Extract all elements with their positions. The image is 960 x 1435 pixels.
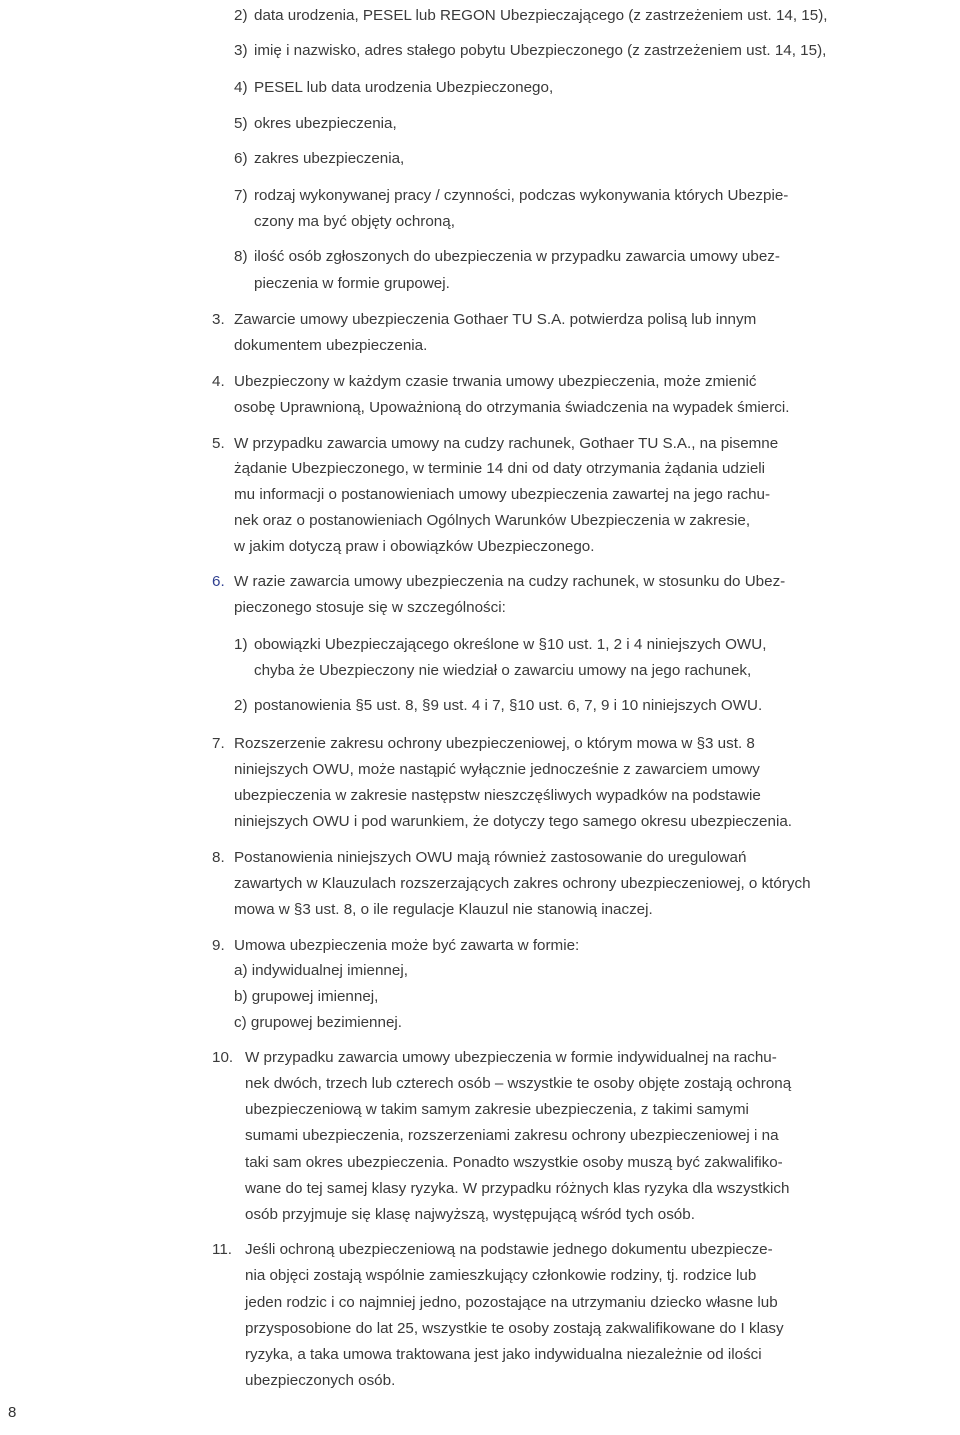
- item-text: wane do tej samej klasy ryzyka. W przypadku różnych klas ryzyka dla wszystkich: [245, 1180, 790, 1197]
- page-number: 8: [8, 1404, 17, 1421]
- list-number: 3): [234, 42, 248, 59]
- item-number: 8.: [212, 849, 225, 866]
- item-text: w jakim dotyczą praw i obowiązków Ubezpieczonego.: [234, 538, 595, 555]
- list-item-text: pieczenia w formie grupowej.: [254, 275, 450, 292]
- list-item-text: data urodzenia, PESEL lub REGON Ubezpieczającego (z zastrzeżeniem ust. 14, 15),: [254, 7, 828, 24]
- item-text: sumami ubezpieczenia, rozszerzeniami zakresu ochrony ubezpieczeniowej i na: [245, 1127, 779, 1144]
- item-text: taki sam okres ubezpieczenia. Ponadto wszystkie osoby muszą być zakwalifiko-: [245, 1154, 783, 1171]
- item-text: a) indywidualnej imiennej,: [234, 962, 408, 979]
- item-number: 6.: [212, 573, 225, 590]
- list-item-text: rodzaj wykonywanej pracy / czynności, podczas wykonywania których Ubezpie-: [254, 187, 789, 204]
- item-text: Rozszerzenie zakresu ochrony ubezpieczeniowej, o którym mowa w §3 ust. 8: [234, 735, 755, 752]
- list-item-text: obowiązki Ubezpieczającego określone w §10 ust. 1, 2 i 4 niniejszych OWU,: [254, 636, 767, 653]
- item-text: c) grupowej bezimiennej.: [234, 1014, 402, 1031]
- item-number: 9.: [212, 937, 225, 954]
- list-item-text: postanowienia §5 ust. 8, §9 ust. 4 i 7, §10 ust. 6, 7, 9 i 10 niniejszych OWU.: [254, 697, 763, 714]
- list-number: 2): [234, 697, 248, 714]
- item-text: przysposobione do lat 25, wszystkie te osoby zostają zakwalifikowane do I klasy: [245, 1320, 784, 1337]
- item-text: dokumentem ubezpieczenia.: [234, 337, 428, 354]
- list-number: 6): [234, 150, 248, 167]
- item-text: W przypadku zawarcia umowy ubezpieczenia w formie indywidualnej na rachu-: [245, 1049, 777, 1066]
- list-number: 8): [234, 248, 248, 265]
- list-number: 2): [234, 7, 248, 24]
- list-item-text: zakres ubezpieczenia,: [254, 150, 405, 167]
- item-text: ubezpieczonych osób.: [245, 1372, 396, 1389]
- item-text: ryzyka, a taka umowa traktowana jest jako indywidualna niezależnie od ilości: [245, 1346, 762, 1363]
- item-text: osób przyjmuje się klasę najwyższą, występującą wśród tych osób.: [245, 1206, 695, 1223]
- item-text: nia objęci zostają wspólnie zamieszkujący członkowie rodziny, tj. rodzice lub: [245, 1267, 757, 1284]
- item-text: zawartych w Klauzulach rozszerzających zakres ochrony ubezpieczeniowej, o których: [234, 875, 811, 892]
- list-item-text: ilość osób zgłoszonych do ubezpieczenia w przypadku zawarcia umowy ubez-: [254, 248, 780, 265]
- item-text: W przypadku zawarcia umowy na cudzy rachunek, Gothaer TU S.A., na pisemne: [234, 435, 779, 452]
- item-text: ubezpieczenia w zakresie następstw nieszczęśliwych wypadków na podstawie: [234, 787, 761, 804]
- list-item-text: chyba że Ubezpieczony nie wiedział o zawarciu umowy na jego rachunek,: [254, 662, 752, 679]
- item-text: jeden rodzic i co najmniej jedno, pozostające na utrzymaniu dziecko własne lub: [245, 1294, 778, 1311]
- item-text: mu informacji o postanowieniach umowy ubezpieczenia zawartej na jego rachu-: [234, 486, 771, 503]
- item-text: W razie zawarcia umowy ubezpieczenia na cudzy rachunek, w stosunku do Ubez-: [234, 573, 786, 590]
- item-text: mowa w §3 ust. 8, o ile regulacje Klauzul nie stanowią inaczej.: [234, 901, 653, 918]
- list-number: 5): [234, 115, 248, 132]
- list-item-text: imię i nazwisko, adres stałego pobytu Ubezpieczonego (z zastrzeżeniem ust. 14, 15),: [254, 42, 827, 59]
- item-text: żądanie Ubezpieczonego, w terminie 14 dni od daty otrzymania żądania udzieli: [234, 460, 766, 477]
- item-text: nek dwóch, trzech lub czterech osób – wszystkie te osoby objęte zostają ochroną: [245, 1075, 792, 1092]
- list-number: 1): [234, 636, 248, 653]
- item-text: Zawarcie umowy ubezpieczenia Gothaer TU S.A. potwierdza polisą lub innym: [234, 311, 757, 328]
- item-text: osobę Uprawnioną, Upoważnioną do otrzymania świadczenia na wypadek śmierci.: [234, 399, 790, 416]
- item-number: 7.: [212, 735, 225, 752]
- item-text: Umowa ubezpieczenia może być zawarta w formie:: [234, 937, 580, 954]
- item-text: pieczonego stosuje się w szczególności:: [234, 599, 506, 616]
- item-text: niniejszych OWU, może nastąpić wyłącznie jednocześnie z zawarciem umowy: [234, 761, 760, 778]
- item-number: 11.: [212, 1241, 232, 1258]
- item-number: 3.: [212, 311, 225, 328]
- item-number: 4.: [212, 373, 225, 390]
- list-item-text: czony ma być objęty ochroną,: [254, 213, 455, 230]
- item-text: Postanowienia niniejszych OWU mają również zastosowanie do uregulowań: [234, 849, 747, 866]
- item-text: Jeśli ochroną ubezpieczeniową na podstawie jednego dokumentu ubezpiecze-: [245, 1241, 773, 1258]
- list-item-text: okres ubezpieczenia,: [254, 115, 397, 132]
- item-text: ubezpieczeniową w takim samym zakresie ubezpieczenia, z takimi samymi: [245, 1101, 749, 1118]
- list-number: 4): [234, 79, 248, 96]
- item-text: niniejszych OWU i pod warunkiem, że dotyczy tego samego okresu ubezpieczenia.: [234, 813, 792, 830]
- item-number: 10.: [212, 1049, 234, 1066]
- list-number: 7): [234, 187, 248, 204]
- item-text: nek oraz o postanowieniach Ogólnych Warunków Ubezpieczenia w zakresie,: [234, 512, 751, 529]
- list-item-text: PESEL lub data urodzenia Ubezpieczonego,: [254, 79, 554, 96]
- item-number: 5.: [212, 435, 225, 452]
- item-text: Ubezpieczony w każdym czasie trwania umowy ubezpieczenia, może zmienić: [234, 373, 757, 390]
- item-text: b) grupowej imiennej,: [234, 988, 379, 1005]
